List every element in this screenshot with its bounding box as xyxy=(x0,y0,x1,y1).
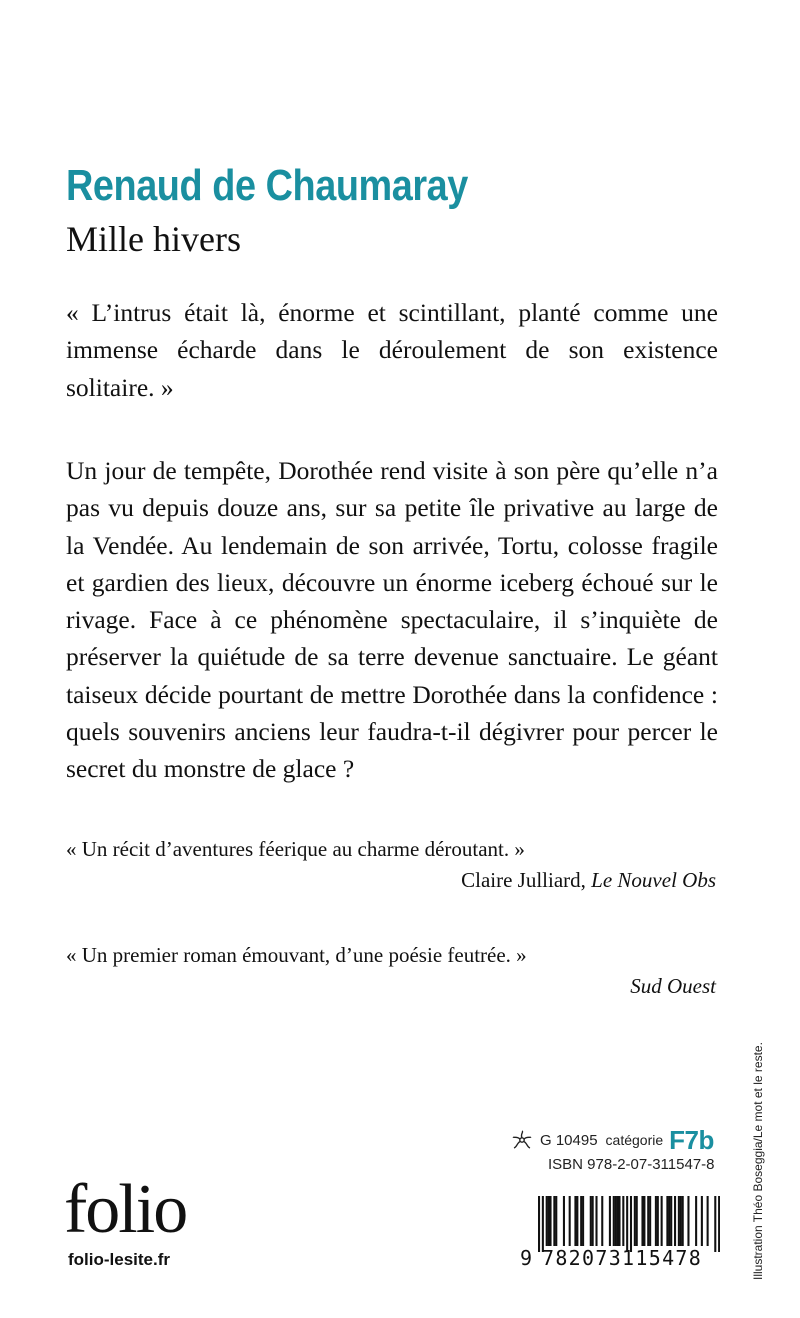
barcode-bar xyxy=(618,1196,620,1246)
book-codes xyxy=(512,1126,715,1176)
author-name: Renaud de Chaumaray xyxy=(66,161,468,210)
barcode-bar xyxy=(649,1196,651,1246)
barcode-bar xyxy=(657,1196,659,1246)
barcode-digits: 782073115478 xyxy=(542,1246,703,1270)
barcode-bar xyxy=(574,1196,576,1246)
review-publication: Sud Ouest xyxy=(630,974,716,998)
barcode-bar xyxy=(661,1196,663,1246)
barcode xyxy=(520,1196,720,1276)
barcode-bar xyxy=(553,1196,555,1246)
barcode-bar xyxy=(595,1196,597,1246)
excerpt-quote: « L’intrus était là, énorme et scintillant, planté comme une immense écharde dans le déroulement de son existence solitaire. » xyxy=(66,298,718,402)
barcode-bar xyxy=(613,1196,615,1246)
g-code: G 10495 xyxy=(540,1131,598,1149)
category-value: F7b xyxy=(669,1124,714,1155)
barcode-bar xyxy=(647,1196,649,1246)
barcode-bar xyxy=(674,1196,676,1246)
barcode-bar xyxy=(615,1196,617,1246)
barcode-bar xyxy=(622,1196,624,1246)
barcode-bar xyxy=(701,1196,703,1246)
barcode-bar xyxy=(626,1196,628,1252)
review-text: « Un premier roman émouvant, d’une poésie feutrée. » xyxy=(66,943,527,967)
category-label: catégorie xyxy=(605,1132,664,1148)
barcode-bar xyxy=(617,1196,619,1246)
barcode-bar xyxy=(714,1196,716,1252)
barcode-first-digit: 9 xyxy=(520,1246,533,1270)
barcode-bar xyxy=(655,1196,657,1246)
barcode-bar xyxy=(680,1196,682,1246)
barcode-bar xyxy=(695,1196,697,1246)
barcode-bar xyxy=(630,1196,632,1252)
barcode-bar xyxy=(678,1196,680,1246)
press-review xyxy=(66,940,716,1002)
book-summary: Un jour de tempête, Dorothée rend visite à son père qu’elle n’a pas vu depuis douze ans, sur sa petite île privative au large de la Vendée. Au lendemain de son arrivée, Tortu, colosse fragile et gardien des lieux, découvre un énorme iceberg échoué sur le rivage. Face à ce phénomène spectaculaire, il s’inquiète de préserver la quiétude de sa terre devenue sanctuaire. Le géant taiseux décide pourtant de mettre Dorothée dans la confidence : quels souvenirs anciens leur faudra-t-il dégivrer pour percer le secret du monstre de glace ? xyxy=(66,456,718,784)
barcode-bar xyxy=(582,1196,584,1246)
review-author: Claire Julliard, xyxy=(461,868,592,892)
barcode-bar xyxy=(538,1196,540,1252)
barcode-bar xyxy=(707,1196,709,1246)
barcode-bar xyxy=(643,1196,645,1246)
barcode-bar xyxy=(634,1196,636,1246)
barcode-bar xyxy=(569,1196,571,1246)
illustration-credit: Illustration Théo Boseggia/Le mot et le reste. xyxy=(751,1042,765,1280)
publisher-website: folio-lesite.fr xyxy=(68,1250,171,1269)
folio-logo: folio xyxy=(64,1171,187,1248)
barcode-bar xyxy=(641,1196,643,1246)
barcode-bar xyxy=(555,1196,557,1246)
review-publication: Le Nouvel Obs xyxy=(591,868,716,892)
barcode-bars xyxy=(538,1196,720,1252)
press-review xyxy=(66,834,716,896)
barcode-bar xyxy=(548,1196,550,1246)
review-text: « Un récit d’aventures féerique au charme déroutant. » xyxy=(66,837,525,861)
barcode-bar xyxy=(666,1196,668,1246)
barcode-bar xyxy=(682,1196,684,1246)
barcode-bar xyxy=(718,1196,720,1252)
barcode-bar xyxy=(576,1196,578,1246)
barcode-bar xyxy=(549,1196,551,1246)
isbn: ISBN 978-2-07-311547-8 xyxy=(548,1156,715,1173)
barcode-bar xyxy=(668,1196,670,1246)
barcode-bar xyxy=(670,1196,672,1246)
barcode-bar xyxy=(563,1196,565,1246)
barcode-bar xyxy=(546,1196,548,1246)
review-source xyxy=(66,971,716,1002)
flower-icon xyxy=(512,1130,532,1150)
barcode-bar xyxy=(580,1196,582,1246)
barcode-bar xyxy=(609,1196,611,1246)
barcode-bar xyxy=(590,1196,592,1246)
barcode-bar xyxy=(636,1196,638,1246)
review-source xyxy=(66,865,716,896)
barcode-bar xyxy=(687,1196,689,1246)
barcode-bar xyxy=(601,1196,603,1246)
barcode-bar xyxy=(542,1196,544,1252)
barcode-bar xyxy=(592,1196,594,1246)
book-title: Mille hivers xyxy=(66,219,241,259)
